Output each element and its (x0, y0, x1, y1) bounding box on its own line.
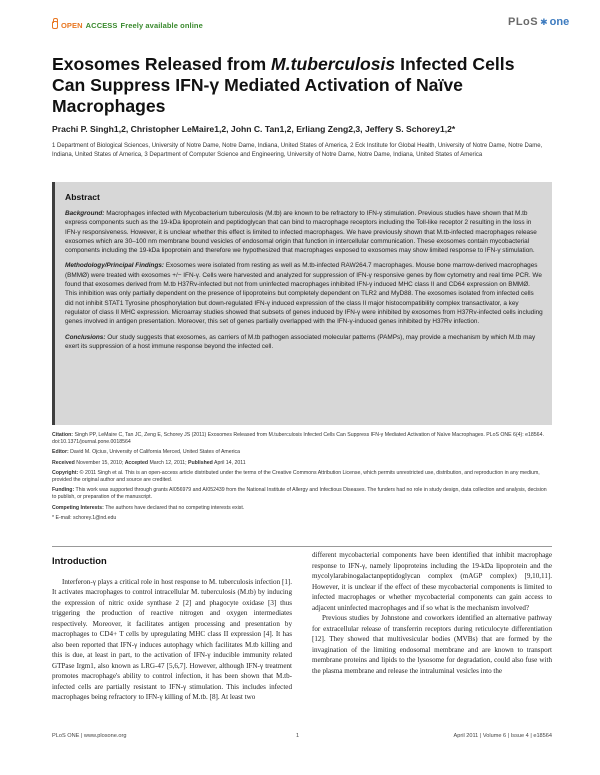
journal-header (0, 0, 600, 46)
abstract-methods: Methodology/Principal Findings: Exosomes were isolated from resting as well as M.tb-infected RAW264.7 macrophages. Mouse bone marrow-derived macrophages (BMMØ) were treated with exosomes +/− IFN-γ. Cells were harvested and analyzed for suppression of IFN-γ responsive genes by flow cytometry and real time PCR. We found that exosomes derived from M.tb H37Rv-infected but not from uninfected macrophages inhibited IFN-γ induced MHC class II and CD64 expression on BMMØ. This inhibition was only partially dependent on the presence of lipoproteins but completely dependent on TLR2 and MyD88. The exosomes isolated from infected cells did not inhibit STAT1 Tyrosine phosphorylation but down-regulated IFN-γ induced expression of the class II major histocompatibility complex transactivator, a key regulator of class II MHC expression. Microarray studies showed that subsets of genes induced by IFN-γ were inhibited by exosomes from H37Rv-infected cells including genes involved in antigen presentation. Moreover, this set of genes partially overlapped with the IFN-γ-induced genes inhibited by H37Rv infection. (65, 262, 543, 326)
footer-issue: April 2011 | Volume 6 | Issue 4 | e18564 (453, 733, 552, 739)
dates: Received November 15, 2010; Accepted March 12, 2011; Published April 14, 2011 (52, 459, 246, 466)
access-label: ACCESS (85, 21, 118, 30)
intro-paragraph-2: different mycobacterial components have been identified that inhibit macrophage response to IFN-γ, namely lipoproteins including the 19-kDa lipoprotein and the mycolylarabinogalactanpeptidoglycan complex (mAGP complex) [9,10,11]. However, it is unclear if the effect of these mycobacterial components is limited to infected macrophages or whether mycobacterial components can gain access to adjacent uninfected macrophages and if so what is the mechanism involved? (312, 551, 552, 612)
article-metadata (52, 432, 552, 525)
author-list: Prachi P. Singh1,2, Christopher LeMaire1,2, John C. Tan1,2, Erliang Zeng2,3, Jeffery S. Schorey1,2* (52, 124, 456, 134)
logo-plos-text: PLoS (508, 16, 539, 28)
funding: Funding: This work was supported through grants AI056979 and AI052439 from the National Institute of Allergy and Infectious Diseases. The funders had no role in study design, data collection and analysis, decision to publish, or preparation of the manuscript. (52, 487, 547, 501)
competing-interests: Competing Interests: The authors have declared that no competing interests exist. (52, 504, 245, 511)
email: * E-mail: schorey.1@nd.edu (52, 514, 117, 521)
citation: Citation: Singh PP, LeMaire C, Tan JC, Zeng E, Schorey JS (2011) Exosomes Released from M.tuberculosis Infected Cells Can Suppress IFN-γ Mediated Activation of Naïve Macrophages. PLoS ONE 6(4): e18564. doi:10.1371/journal.pone.0018564 (52, 432, 544, 446)
article-title: Exosomes Released from M.tuberculosis Infected Cells Can Suppress IFN-γ Mediated Activation of Naïve Macrophages (52, 54, 515, 116)
plos-one-logo (508, 16, 569, 28)
section-divider (52, 546, 552, 547)
abstract-heading: Abstract (65, 192, 100, 202)
abstract-box (52, 182, 552, 425)
left-column (52, 556, 292, 703)
right-column (312, 550, 552, 676)
editor: Editor: David M. Ojcius, University of California Merced, United States of America (52, 449, 240, 456)
intro-paragraph-3: Previous studies by Johnstone and coworkers identified an alternative pathway for extracellular release of transferrin receptors during reticulocyte differentiation [12]. They showed that multivesicular bodies (MVBs) that are formed by the invagination of the limiting endosomal membrane and are known to transport membrane proteins and lipids to the lysosome for degradation, could also fuse with the plasma membrane and release the intraluminal vesicles into the (312, 614, 552, 675)
intro-paragraph-1: Interferon-γ plays a critical role in host response to M. tuberculosis infection [1]. It activates macrophages to control intracellular M. tuberculosis (M.tb) by inducing the expression of nitric oxide synthase 2 [2] and phagocyte oxidase [3] thus triggering the production of reactive nitrogen and oxygen intermediates respectively. Moreover, it facilitates antigen processing and presentation by macrophages to CD4+ T cells by upregulating MHC class II expression [4]. It has also been reported that IFN-γ induces autophagy which facilitates M.tb killing and this is due, at least in part, to the activation of IFN-γ inducible immunity related GTPase Irgm1, also known as LRG-47 [5,6,7]. However, although IFN-γ treatment promotes macrophage's ability to control infection, it has been shown that M.tb-infected cells are partially resistant to IFN-γ stimulation. This includes infected macrophages being refractory to IFN-γ killing of M.tb. [8]. At least two (52, 577, 292, 701)
open-label: OPEN (61, 21, 83, 30)
copyright: Copyright: © 2011 Singh et al. This is an open-access article distributed under the terms of the Creative Commons Attribution License, which permits unrestricted use, distribution, and reproduction in any medium, provided the original author and source are credited. (52, 469, 540, 484)
page-number: 1 (296, 733, 300, 739)
logo-one-text: one (549, 16, 570, 28)
abstract-conclusions: Conclusions: Our study suggests that exosomes, as carriers of M.tb pathogen associated molecular patterns (PAMPs), may provide a mechanism by which M.tb may exert its suppression of a host immune response beyond the infected cell. (65, 333, 536, 350)
open-access-banner (52, 21, 203, 30)
footer-journal: PLoS ONE | www.plosone.org (52, 733, 127, 739)
abstract-background: Background: Macrophages infected with Mycobacterium tuberculosis (M.tb) are known to be refractory to IFN-γ stimulation. Previous studies have shown that M.tb express components such as the 19-kDa lipoprotein and peptidoglycan that can bind to macrophage receptors including the Toll-like receptor 2 resulting in the loss in IFN-γ responsiveness. However, it is unclear whether this effect is limited to infected macrophages. We have previously shown that M.tb-infected macrophages release exosomes which are 30–100 nm membrane bound vesicles of endosomal origin that function in intercellular communication. These exosomes contain mycobacterial components including the 19-kDa lipoprotein and therefore we hypothesized that macrophages exposed to exosomes may show limited response to IFN-γ stimulation. (65, 210, 537, 255)
freely-available-label: Freely available online (120, 21, 203, 30)
open-lock-icon (52, 21, 58, 29)
affiliations: 1 Department of Biological Sciences, University of Notre Dame, Notre Dame, Indiana, United States of America, 2 Eck Institute for Global Health, University of Notre Dame, Notre Dame, Indiana, United States of America, 3 Department of Computer Science and Engineering, University of Notre Dame, Notre Dame, Indiana, United States of America (52, 143, 543, 158)
introduction-heading: Introduction (52, 555, 107, 566)
logo-star-icon: ✱ (540, 16, 548, 27)
